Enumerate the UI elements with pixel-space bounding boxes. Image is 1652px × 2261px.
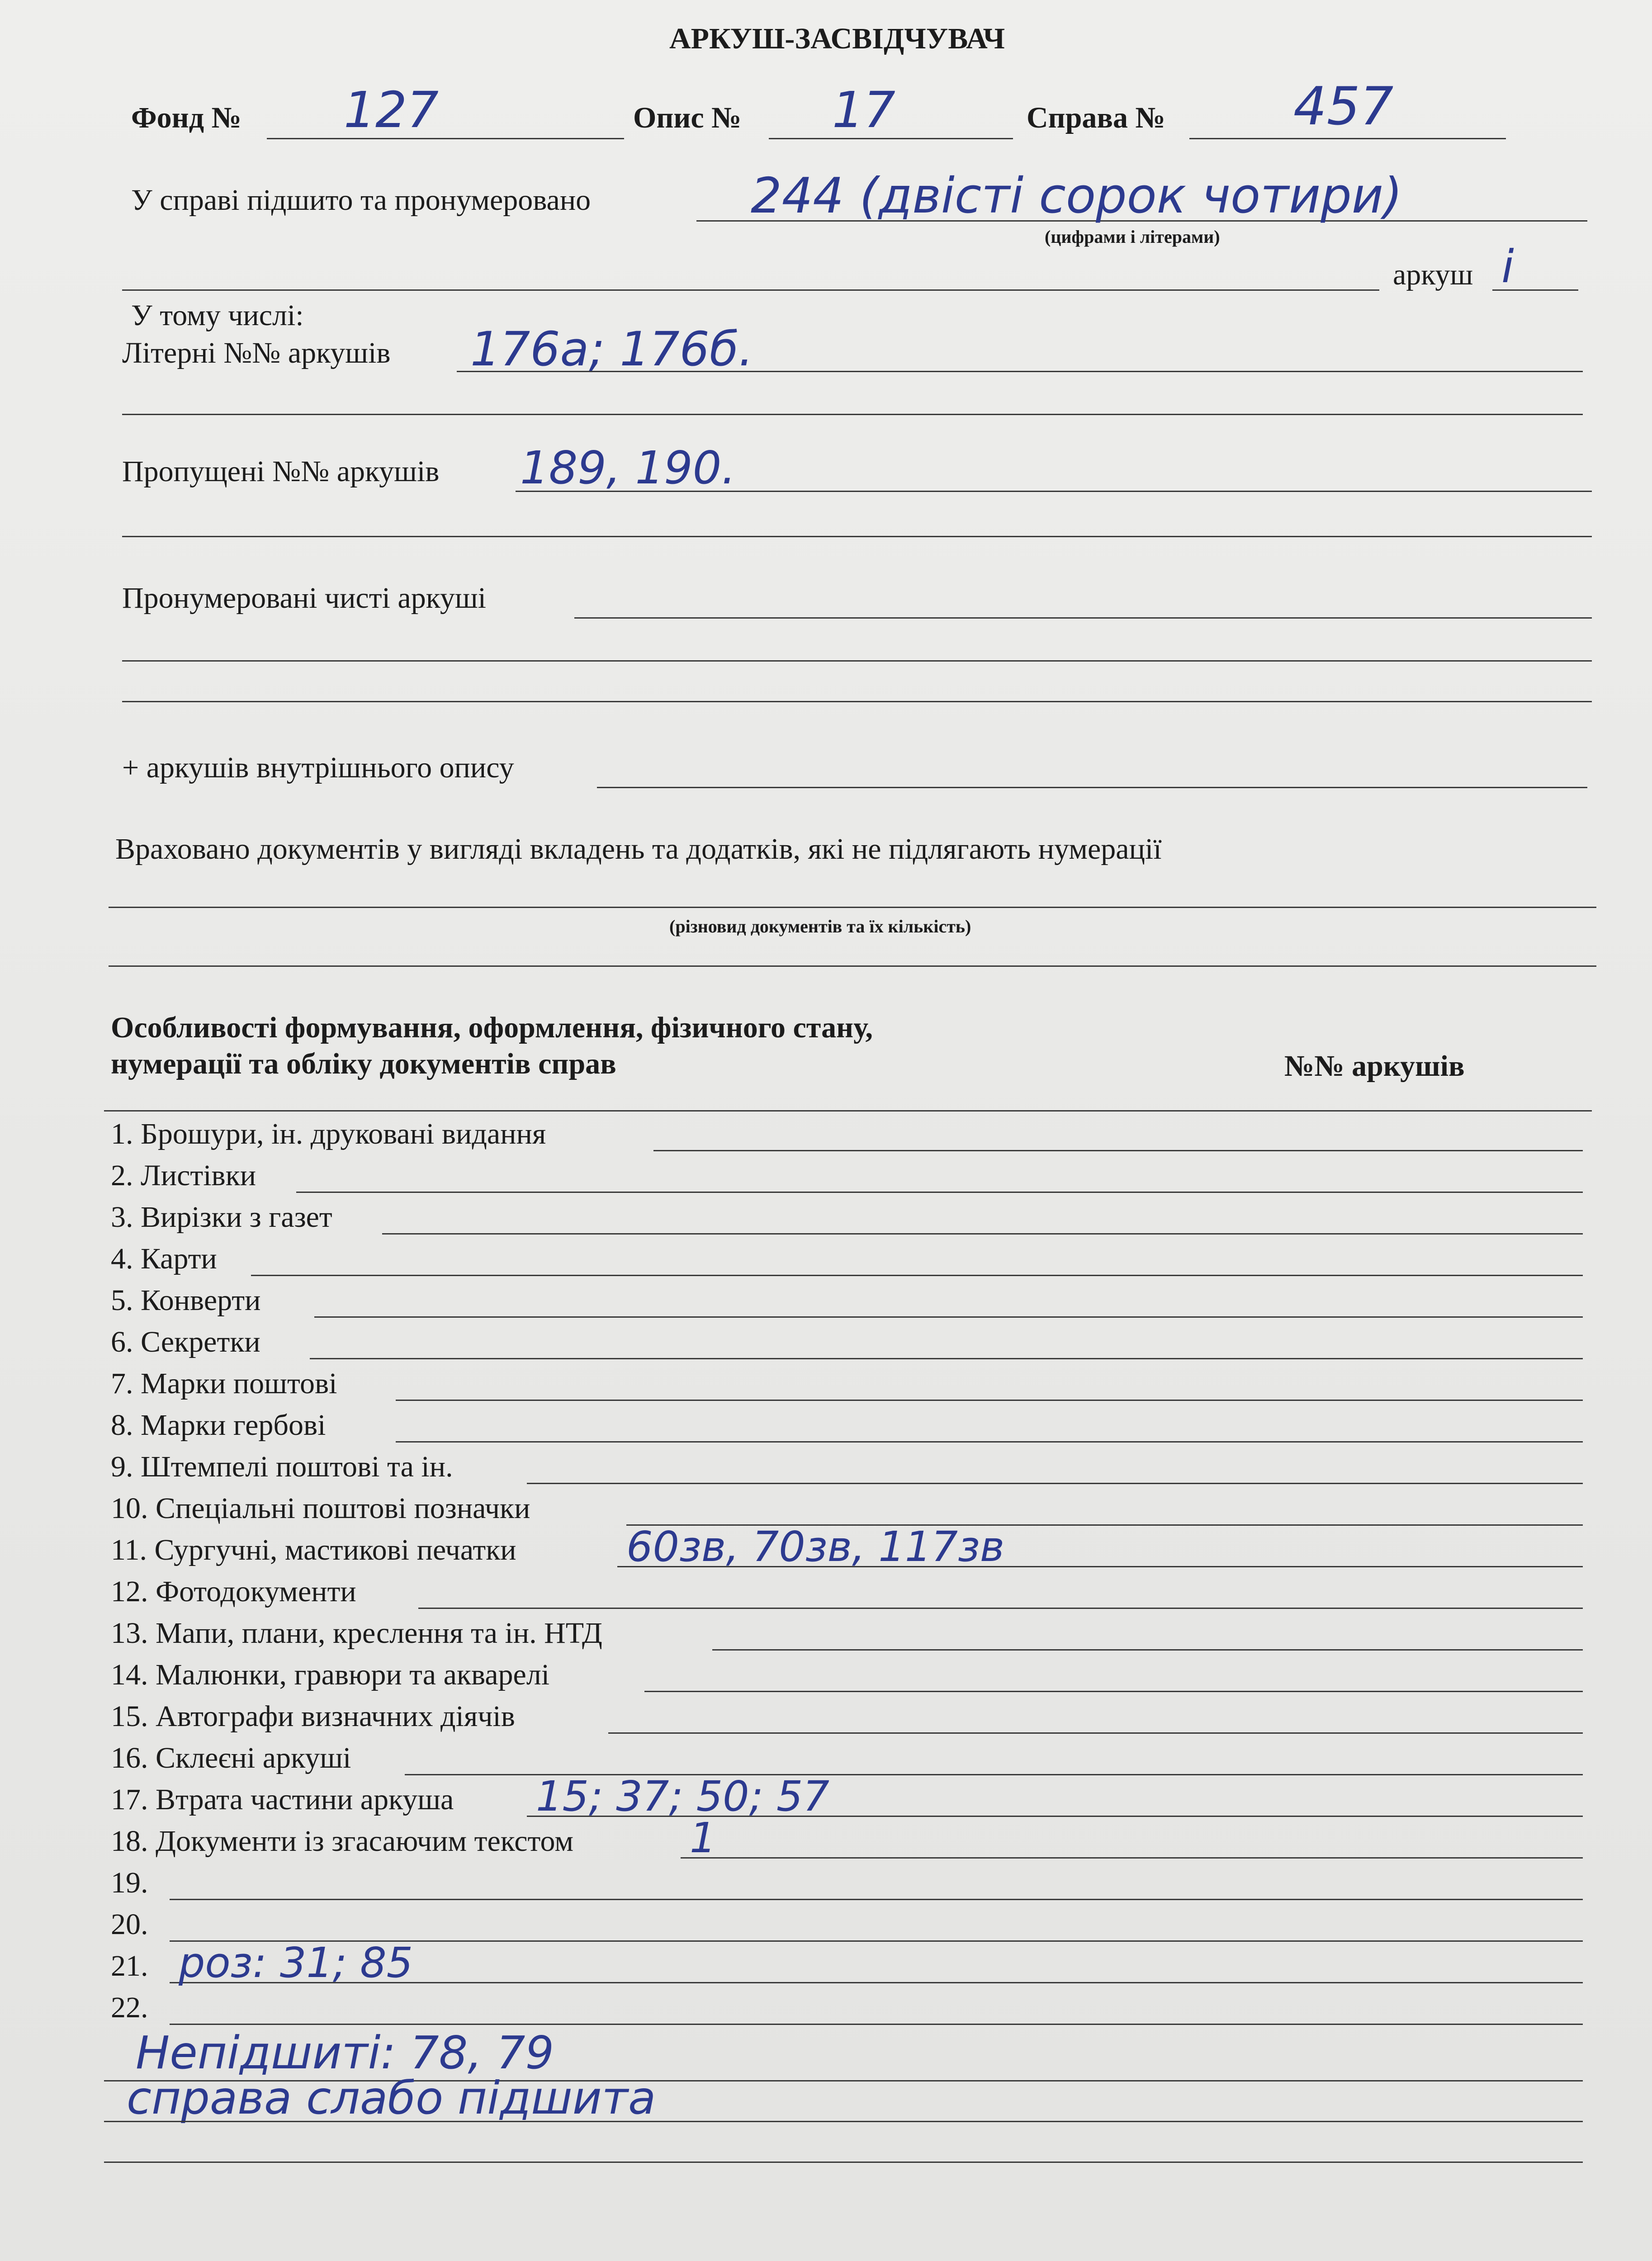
feature-item-line	[314, 1316, 1583, 1318]
feature-item-line	[170, 1899, 1583, 1900]
fond-value: 127	[344, 81, 439, 139]
feature-item-line	[653, 1150, 1583, 1151]
feature-item-label: 21.	[111, 1949, 148, 1982]
literal-label: Літерні №№ аркушів	[122, 336, 391, 369]
feature-item-label: 11. Сургучні, мастикові печатки	[111, 1533, 516, 1566]
blank-label: Пронумеровані чисті аркуші	[122, 582, 486, 615]
sprava-label: Справа №	[1027, 101, 1165, 134]
opys-value: 17	[832, 81, 895, 139]
opys-label: Опис №	[633, 101, 742, 134]
feature-item-label: 20.	[111, 1908, 148, 1941]
feature-item-line	[170, 2024, 1583, 2025]
feature-item-label: 2. Листівки	[111, 1159, 256, 1192]
missed-label: Пропущені №№ аркушів	[122, 455, 440, 488]
feature-item-label: 7. Марки поштові	[111, 1367, 337, 1400]
extra-line-2-rule	[104, 2121, 1583, 2122]
sprava-value: 457	[1293, 76, 1394, 137]
literal-value: 176а; 176б.	[470, 322, 754, 377]
feature-item-line	[296, 1192, 1583, 1193]
missed-value: 189, 190.	[520, 441, 736, 494]
numbered-value: 244 (двісті сорок чотири)	[751, 168, 1403, 224]
feature-item-value: роз: 31; 85	[179, 1939, 413, 1987]
feature-item-line	[251, 1275, 1583, 1276]
feature-item-label: 1. Брошури, ін. друковані видання	[111, 1117, 546, 1150]
attachments-label: Враховано документів у вигляді вкладень та додатків, які не підлягають нумерації	[115, 833, 1162, 866]
feature-item-label: 22.	[111, 1991, 148, 2024]
numbered-line-2	[122, 289, 1379, 291]
sheets-heading: №№ аркушів	[1284, 1050, 1465, 1083]
feature-item-label: 19.	[111, 1866, 148, 1899]
feature-item-label: 4. Карти	[111, 1242, 217, 1275]
feature-item-value: 1	[690, 1814, 716, 1862]
extra-line-3-rule	[104, 2162, 1583, 2163]
feature-item-label: 13. Мапи, плани, креслення та ін. НТД	[111, 1617, 602, 1650]
feature-item-label: 10. Спеціальні поштові позначки	[111, 1492, 530, 1525]
feature-item-line	[527, 1483, 1583, 1484]
feature-item-label: 12. Фотодокументи	[111, 1575, 356, 1608]
feature-item-line	[396, 1400, 1583, 1401]
feature-item-line	[382, 1233, 1583, 1235]
fond-label: Фонд №	[131, 101, 241, 134]
inventory-line	[597, 787, 1587, 788]
blank-line-2	[122, 660, 1592, 662]
fond-line	[267, 138, 624, 139]
feature-item-line	[644, 1691, 1583, 1692]
arkush-label: аркуш	[1393, 258, 1473, 291]
attachments-line	[109, 907, 1596, 908]
arkush-value: і	[1501, 240, 1514, 293]
feature-item-label: 17. Втрата частини аркуша	[111, 1783, 454, 1816]
feature-item-label: 14. Малюнки, гравюри та акварелі	[111, 1658, 550, 1691]
feature-item-label: 3. Вирізки з газет	[111, 1201, 332, 1234]
attachments-line-2	[109, 965, 1596, 967]
literal-line-2	[122, 414, 1583, 415]
feature-item-value: 15; 37; 50; 57	[536, 1772, 829, 1821]
including-label: У тому числі:	[131, 299, 304, 332]
blank-line-3	[122, 701, 1592, 702]
feature-item-label: 5. Конверти	[111, 1284, 261, 1317]
feature-item-label: 6. Секретки	[111, 1325, 260, 1358]
feature-item-line	[712, 1649, 1583, 1651]
extra-line-1: Непідшиті: 78, 79	[136, 2026, 554, 2079]
attachments-hint: (різновид документів та їх кількість)	[669, 916, 971, 937]
extra-line-2: справа слабо підшита	[127, 2072, 656, 2124]
feature-item-value: 60зв, 70зв, 117зв	[626, 1523, 1005, 1571]
feature-item-label: 15. Автографи визначних діячів	[111, 1700, 515, 1733]
feature-item-line	[681, 1857, 1583, 1859]
features-heading-line2: нумерації та обліку документів справ	[111, 1047, 616, 1080]
feature-item-line	[608, 1732, 1583, 1734]
features-heading-line1: Особливості формування, оформлення, фізичного стану,	[111, 1011, 873, 1044]
feature-item-label: 16. Склеєні аркуші	[111, 1741, 351, 1774]
numbered-hint: (цифрами і літерами)	[1045, 227, 1220, 247]
feature-item-line	[396, 1441, 1583, 1443]
numbered-label: У справі підшито та пронумеровано	[131, 184, 591, 217]
page-title: АРКУШ-ЗАСВІДЧУВАЧ	[669, 22, 1005, 55]
feature-item-label: 18. Документи із згасаючим текстом	[111, 1825, 573, 1858]
inventory-label: + аркушів внутрішнього опису	[122, 751, 514, 784]
blank-line	[574, 617, 1592, 619]
features-heading-line	[104, 1110, 1592, 1112]
feature-item-line	[310, 1358, 1583, 1359]
sprava-line	[1189, 138, 1506, 139]
feature-item-label: 9. Штемпелі поштові та ін.	[111, 1450, 453, 1483]
signature-mark	[1212, 2256, 1447, 2261]
missed-line-2	[122, 536, 1592, 537]
feature-item-line	[418, 1608, 1583, 1609]
feature-item-label: 8. Марки гербові	[111, 1409, 326, 1442]
